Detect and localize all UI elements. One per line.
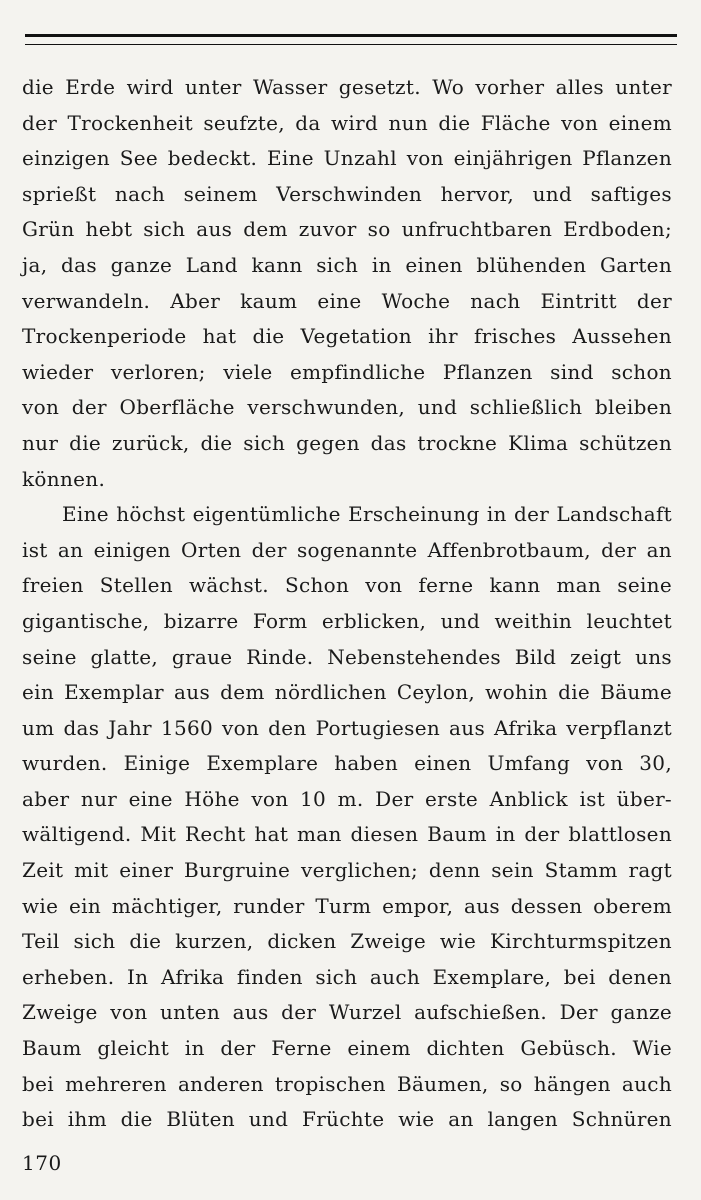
text-line: nur die zurück, die sich gegen das trockne Klima schützen (22, 430, 672, 455)
text-line: um das Jahr 1560 von den Portugiesen aus Afrika verpflanzt (22, 715, 672, 740)
paragraph-1 (22, 70, 672, 497)
text-line: Teil sich die kurzen, dicken Zweige wie Kirchturmspitzen (22, 929, 672, 954)
text-line: wurden. Einige Exemplare haben einen Umfang von 30, (22, 751, 672, 776)
text-line: verwandeln. Aber kaum eine Woche nach Eintritt der (22, 288, 672, 313)
text-line: sprießt nach seinem Verschwinden hervor, und saftiges (22, 181, 672, 206)
text-line: Eine höchst eigentümliche Erscheinung in der Landschaft (62, 502, 672, 527)
text-line: erheben. In Afrika finden sich auch Exemplare, bei denen (22, 964, 672, 989)
text-line: von der Oberfläche verschwunden, und schließlich bleiben (22, 395, 672, 420)
header-rule-thin (25, 44, 677, 45)
text-line: Trockenperiode hat die Vegetation ihr frisches Aussehen (22, 324, 672, 349)
paragraph-2 (22, 497, 672, 1138)
body-text (22, 70, 672, 1138)
text-line: die Erde wird unter Wasser gesetzt. Wo vorher alles unter (22, 75, 672, 99)
text-line: bei mehreren anderen tropischen Bäumen, so hängen auch (22, 1071, 672, 1096)
page-number: 170 (22, 1151, 62, 1175)
text-line: Zeit mit einer Burgruine verglichen; denn sein Stamm ragt (22, 858, 672, 883)
text-line: Baum gleicht in der Ferne einem dichten Gebüsch. Wie (22, 1036, 672, 1061)
text-line: einzigen See bedeckt. Eine Unzahl von einjährigen Pflanzen (22, 146, 672, 171)
text-line: ja, das ganze Land kann sich in einen blühenden Garten (22, 252, 672, 277)
text-line: bei ihm die Blüten und Früchte wie an langen Schnüren (22, 1107, 672, 1132)
text-line: der Trockenheit seufzte, da wird nun die Fläche von einem (22, 110, 672, 135)
text-line: wieder verloren; viele empfindliche Pflanzen sind schon (22, 359, 672, 384)
text-line: seine glatte, graue Rinde. Nebenstehendes Bild zeigt uns (22, 644, 672, 669)
text-line: gigantische, bizarre Form erblicken, und weithin leuchtet (22, 608, 672, 633)
text-line: Zweige von unten aus der Wurzel aufschießen. Der ganze (22, 1000, 672, 1025)
text-line: Grün hebt sich aus dem zuvor so unfruchtbaren Erdboden; (22, 217, 672, 242)
text-line: können. (22, 466, 106, 491)
text-line: ist an einigen Orten der sogenannte Affenbrotbaum, der an (22, 537, 672, 562)
text-line: ein Exemplar aus dem nördlichen Ceylon, wohin die Bäume (22, 680, 672, 705)
text-line: wie ein mächtiger, runder Turm empor, aus dessen oberem (22, 893, 672, 918)
text-line: aber nur eine Höhe von 10 m. Der erste Anblick ist über- (22, 786, 672, 811)
header-rule-thick (25, 34, 677, 37)
text-line: wältigend. Mit Recht hat man diesen Baum in der blattlosen (22, 822, 672, 847)
text-line: freien Stellen wächst. Schon von ferne kann man seine (22, 573, 672, 598)
